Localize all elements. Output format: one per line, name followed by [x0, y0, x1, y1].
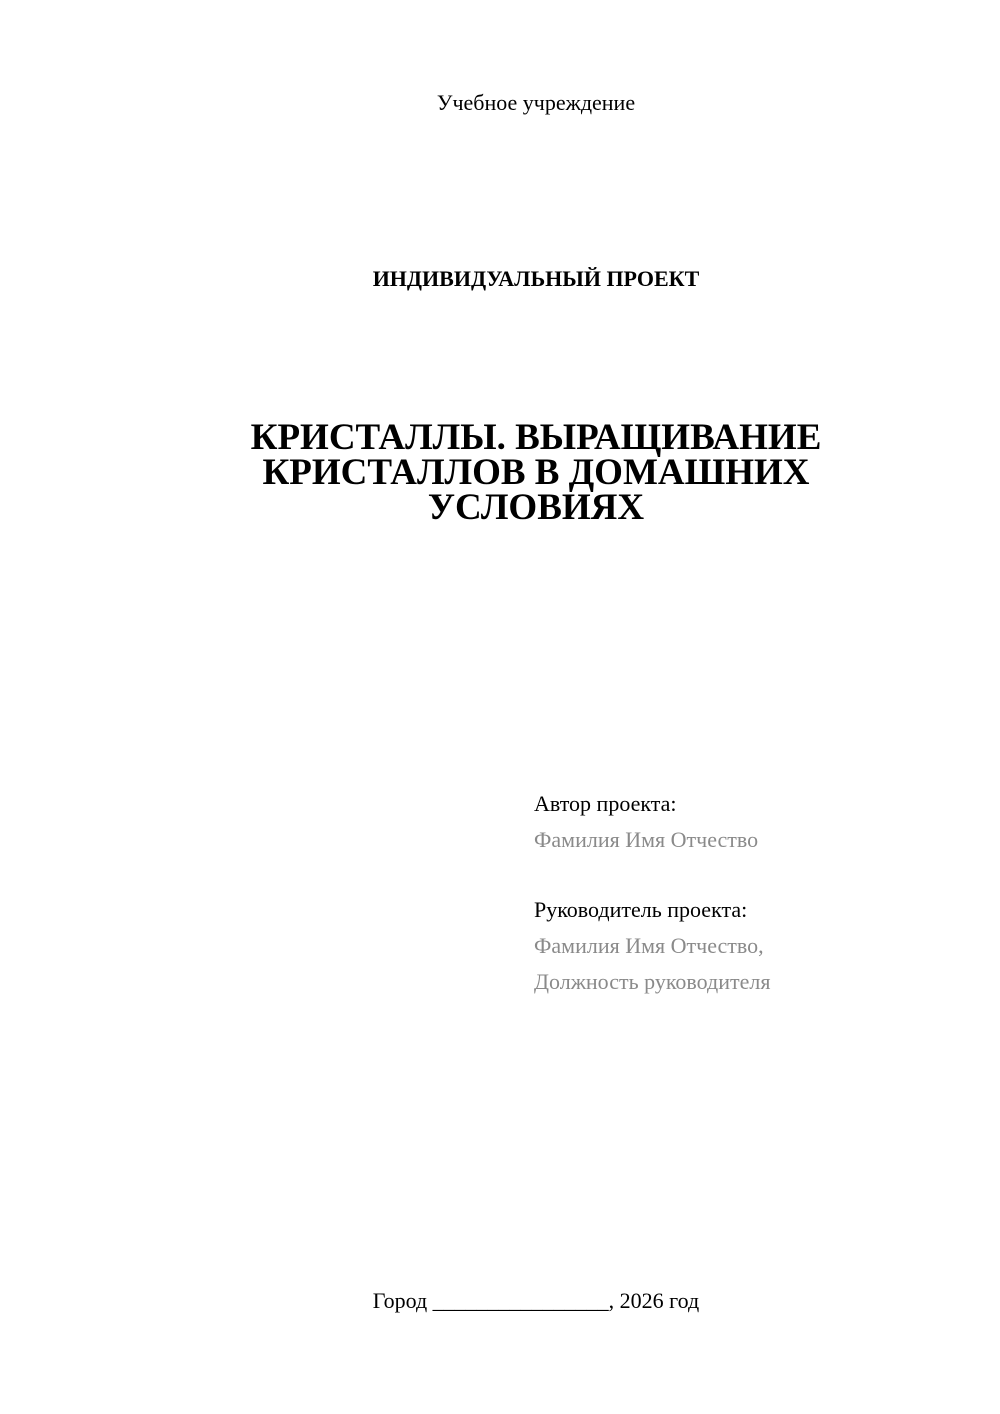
project-type-heading: ИНДИВИДУАЛЬНЫЙ ПРОЕКТ [372, 266, 700, 291]
institution-name: Учебное учреждение [436, 90, 636, 115]
supervisor-position: Должность руководителя [534, 969, 771, 994]
city-year-line: Город ________________, 2026 год [372, 1288, 700, 1313]
supervisor-label: Руководитель проекта: [534, 897, 748, 922]
project-title-line-1: КРИСТАЛЛЫ. ВЫРАЩИВАНИЕ [250, 417, 822, 458]
project-title-line-2: КРИСТАЛЛОВ В ДОМАШНИХ [262, 452, 810, 493]
project-title [0, 417, 1000, 528]
authors-block [534, 786, 770, 1000]
author-name: Фамилия Имя Отчество [534, 827, 759, 852]
project-title-line-3: УСЛОВИЯХ [427, 487, 645, 528]
author-label: Автор проекта: [534, 791, 677, 816]
supervisor-name: Фамилия Имя Отчество, [534, 933, 764, 958]
